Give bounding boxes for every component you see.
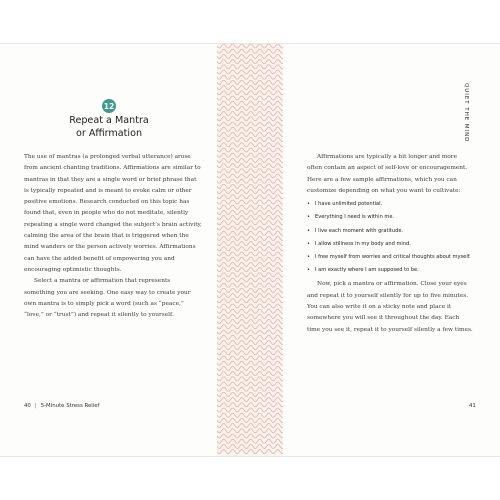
wave-line <box>217 190 283 194</box>
wave-line <box>217 242 283 246</box>
title-line-2: or Affirmation <box>75 128 143 139</box>
wave-line <box>217 392 283 396</box>
wave-line <box>217 257 283 261</box>
wave-line <box>217 184 283 188</box>
wave-line <box>217 356 283 360</box>
wave-line <box>217 174 283 178</box>
wave-line <box>217 216 283 220</box>
wave-line <box>217 278 283 282</box>
page-number-right: 41 <box>469 403 476 409</box>
title-line-1: Repeat a Mantra <box>69 115 149 126</box>
wave-line <box>217 101 283 105</box>
wave-line <box>217 91 283 95</box>
wave-line <box>217 49 283 53</box>
paragraph-select-mantra: Select a mantra or affirmation that represents something you are seeking. One easy way to create your own mantra is to simply pick a word (such as “peace,” “love,” or “trust”) and repeat it silently to yourself. <box>24 278 191 319</box>
wave-line <box>217 330 283 334</box>
page-number-left: 40 <box>24 403 31 409</box>
wave-line <box>217 200 283 204</box>
wave-line <box>217 86 283 90</box>
wave-line <box>217 314 283 318</box>
footer-book-title: 5-Minute Stress Relief <box>40 403 100 409</box>
wave-line <box>217 403 283 407</box>
wave-line <box>217 262 283 266</box>
affirmation-item: • I live each moment with gratitude. <box>307 227 473 236</box>
affirmation-item: • Everything I need is within me. <box>307 213 473 222</box>
wave-line <box>217 226 283 230</box>
wave-pattern <box>217 44 283 456</box>
wave-line <box>217 132 283 136</box>
wave-line <box>217 325 283 329</box>
wave-line <box>217 179 283 183</box>
paragraph-pick-mantra: Now, pick a mantra or affirmation. Close your eyes and repeat it to yourself silently for up to five minutes. You can also write it on a sticky note and place it somewhere you will see it throughout the day. Each time you see it, repeat it to yourself silently a few times. <box>307 281 473 333</box>
wave-line <box>217 429 283 433</box>
wave-line <box>217 221 283 225</box>
wave-line <box>217 268 283 272</box>
wave-line <box>217 299 283 303</box>
wave-line <box>217 366 283 370</box>
wave-line <box>217 236 283 240</box>
wave-line <box>217 195 283 199</box>
wave-line <box>217 418 283 422</box>
paragraph-affirmations-intro: Affirmations are typically a bit longer and more often contain an aspect of self-love or encouragement. Here are a few sample affirmations, which you can customize depending on what you want to cultivate: <box>307 154 468 194</box>
wave-line <box>217 164 283 168</box>
wave-line <box>217 60 283 64</box>
footer-left <box>24 403 100 409</box>
wave-line <box>217 205 283 209</box>
wave-line <box>217 273 283 277</box>
wave-line <box>217 309 283 313</box>
affirmation-list <box>307 200 473 275</box>
wave-line <box>217 44 283 48</box>
wave-line <box>217 351 283 355</box>
wave-line <box>217 80 283 84</box>
wave-line <box>217 444 283 448</box>
wave-line <box>217 382 283 386</box>
tip-number-badge: 12 <box>102 99 116 113</box>
wave-line <box>217 169 283 173</box>
wave-line <box>217 138 283 142</box>
wave-line <box>217 304 283 308</box>
section-side-label: QUIET THE MIND <box>463 83 469 143</box>
wave-line <box>217 148 283 152</box>
wave-line <box>217 252 283 256</box>
wave-pattern-gutter <box>217 44 283 456</box>
wave-line <box>217 75 283 79</box>
wave-line <box>217 210 283 214</box>
footer-separator: | <box>34 403 37 409</box>
paragraph-mantras: The use of mantras (a prolonged verbal utterance) arose from ancient chanting traditions. Affirmations are similar to mantras in that they are a single word or brief phrase that is typically repeated and is meant to evoke calm or other positive emotions. Research conducted on this topic has found that, even in people who do not meditate, silently repeating a single word changed the subject’s brain activity, calming the area of the brain that is triggered when the mind wanders or the person actively worries. Affirmations can have the added benefit of empowering you and encouraging optimistic thoughts. <box>24 154 202 273</box>
wave-line <box>217 143 283 147</box>
page-title <box>40 114 178 140</box>
wave-line <box>217 424 283 428</box>
wave-line <box>217 398 283 402</box>
wave-line <box>217 112 283 116</box>
wave-line <box>217 106 283 110</box>
wave-line <box>217 294 283 298</box>
wave-line <box>217 158 283 162</box>
affirmation-item: • I have unlimited potential. <box>307 200 473 209</box>
wave-line <box>217 70 283 74</box>
wave-line <box>217 413 283 417</box>
wave-line <box>217 361 283 365</box>
left-column <box>24 152 202 321</box>
wave-line <box>217 153 283 157</box>
wave-line <box>217 96 283 100</box>
wave-line <box>217 408 283 412</box>
wave-line <box>217 65 283 69</box>
wave-line <box>217 450 283 454</box>
wave-line <box>217 387 283 391</box>
wave-line <box>217 372 283 376</box>
affirmation-item: • I allow stillness in my body and mind. <box>307 240 473 249</box>
wave-line <box>217 288 283 292</box>
affirmation-item: • I am exactly where I am supposed to be. <box>307 266 473 275</box>
wave-line <box>217 439 283 443</box>
wave-line <box>217 247 283 251</box>
affirmation-item: • I free myself from worries and critical thoughts about myself. <box>307 253 473 262</box>
wave-line <box>217 340 283 344</box>
wave-line <box>217 335 283 339</box>
wave-line <box>217 346 283 350</box>
wave-line <box>217 54 283 58</box>
wave-line <box>217 283 283 287</box>
wave-line <box>217 231 283 235</box>
wave-line <box>217 117 283 121</box>
wave-line <box>217 320 283 324</box>
wave-line <box>217 122 283 126</box>
wave-line <box>217 434 283 438</box>
wave-line <box>217 127 283 131</box>
wave-line <box>217 377 283 381</box>
right-column <box>307 152 473 336</box>
